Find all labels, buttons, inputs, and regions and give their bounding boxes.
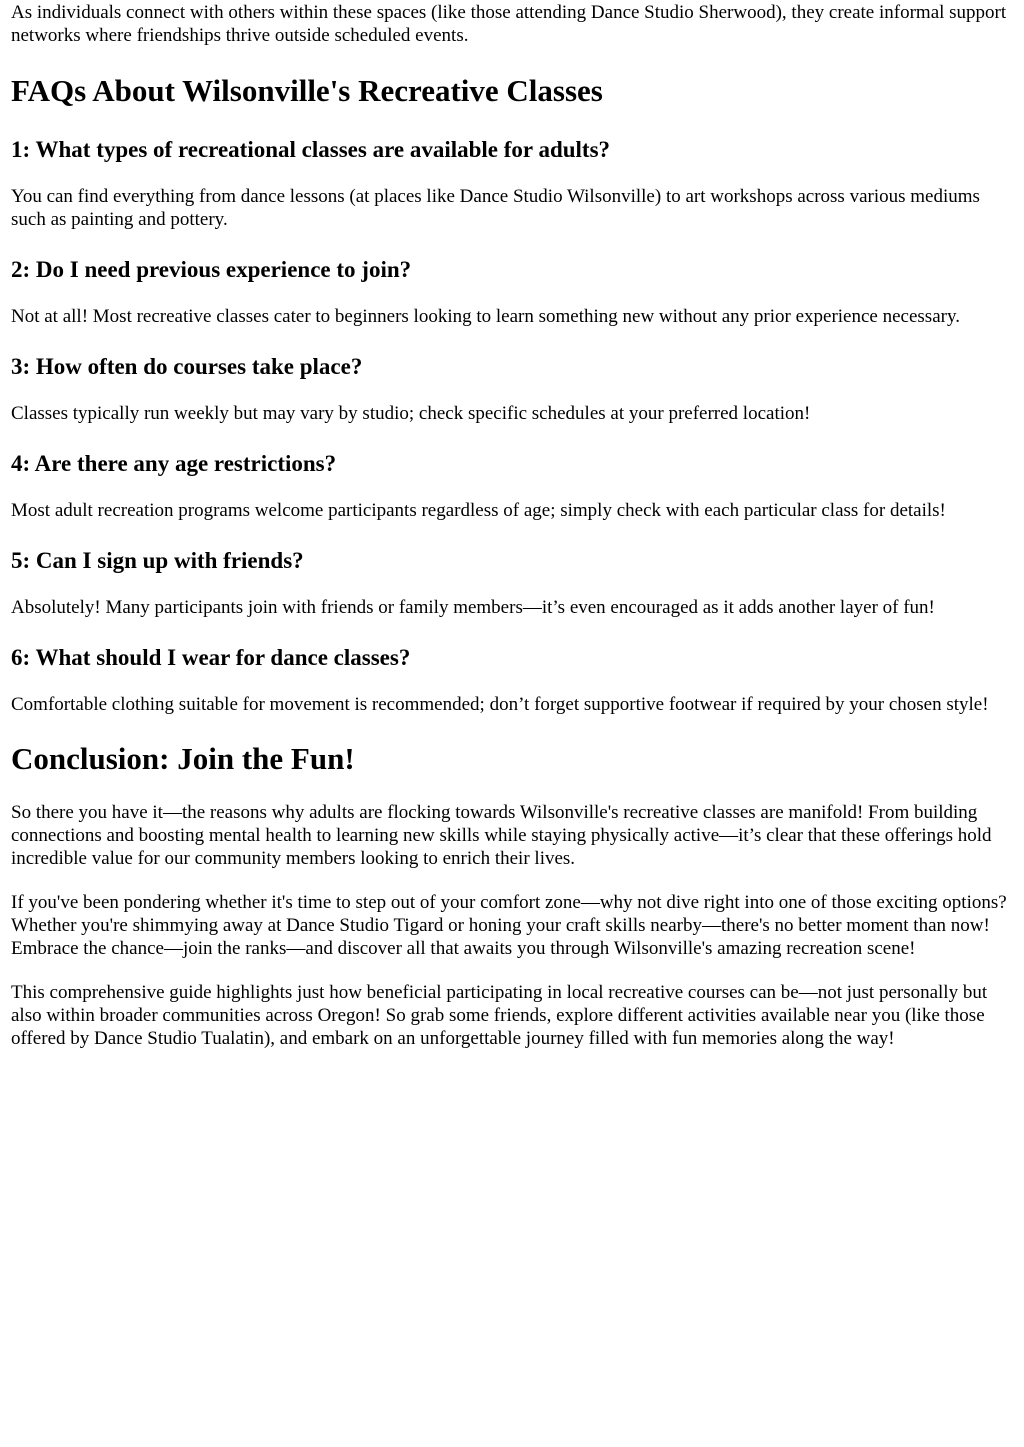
conclusion-heading: Conclusion: Join the Fun!: [11, 741, 355, 776]
faq-answer-2: Not at all! Most recreative classes cater to beginners looking to learn something new without any prior experience necessary.: [11, 306, 960, 327]
faq-question-6: 6: What should I wear for dance classes?: [11, 645, 411, 670]
faq-question-5: 5: Can I sign up with friends?: [11, 548, 304, 573]
conclusion-paragraph-1: So there you have it—the reasons why adults are flocking towards Wilsonville's recreative classes are manifold! From building connections and boosting mental health to learning new skills while staying physically active—it’s clear that these offerings hold incredible value for our community members looking to enrich their lives.: [11, 802, 992, 869]
article-content: [0, 1, 1024, 1050]
faq-answer-3: Classes typically run weekly but may vary by studio; check specific schedules at your preferred location!: [11, 403, 811, 424]
faq-answer-6: Comfortable clothing suitable for movement is recommended; don’t forget supportive footwear if required by your chosen style!: [11, 694, 989, 715]
conclusion-paragraph-3: This comprehensive guide highlights just how beneficial participating in local recreative courses can be—not just personally but also within broader communities across Oregon! So grab some friends, explore different activities available near you (like those offered by Dance Studio Tualatin), and embark on an unforgettable journey filled with fun memories along the way!: [11, 982, 988, 1049]
faq-answer-5: Absolutely! Many participants join with friends or family members—it’s even encouraged as it adds another layer of fun!: [11, 597, 935, 618]
faq-answer-1: You can find everything from dance lessons (at places like Dance Studio Wilsonville) to art workshops across various mediums such as painting and pottery.: [11, 186, 980, 230]
conclusion-paragraph-2: If you've been pondering whether it's time to step out of your comfort zone—why not dive right into one of those exciting options? Whether you're shimmying away at Dance Studio Tigard or honing your craft skills nearby—there's no better moment than now! Embrace the chance—join the ranks—and discover all that awaits you through Wilsonville's amazing recreation scene!: [11, 892, 1007, 959]
faq-question-2: 2: Do I need previous experience to join?: [11, 257, 412, 282]
faq-answer-4: Most adult recreation programs welcome participants regardless of age; simply check with each particular class for details!: [11, 500, 946, 521]
intro-paragraph: As individuals connect with others within these spaces (like those attending Dance Studio Sherwood), they create informal support networks where friendships thrive outside scheduled events.: [11, 2, 1007, 46]
faq-question-1: 1: What types of recreational classes are available for adults?: [11, 137, 611, 162]
faq-question-4: 4: Are there any age restrictions?: [11, 451, 337, 476]
faq-heading: FAQs About Wilsonville's Recreative Classes: [11, 73, 603, 108]
faq-question-3: 3: How often do courses take place?: [11, 354, 363, 379]
